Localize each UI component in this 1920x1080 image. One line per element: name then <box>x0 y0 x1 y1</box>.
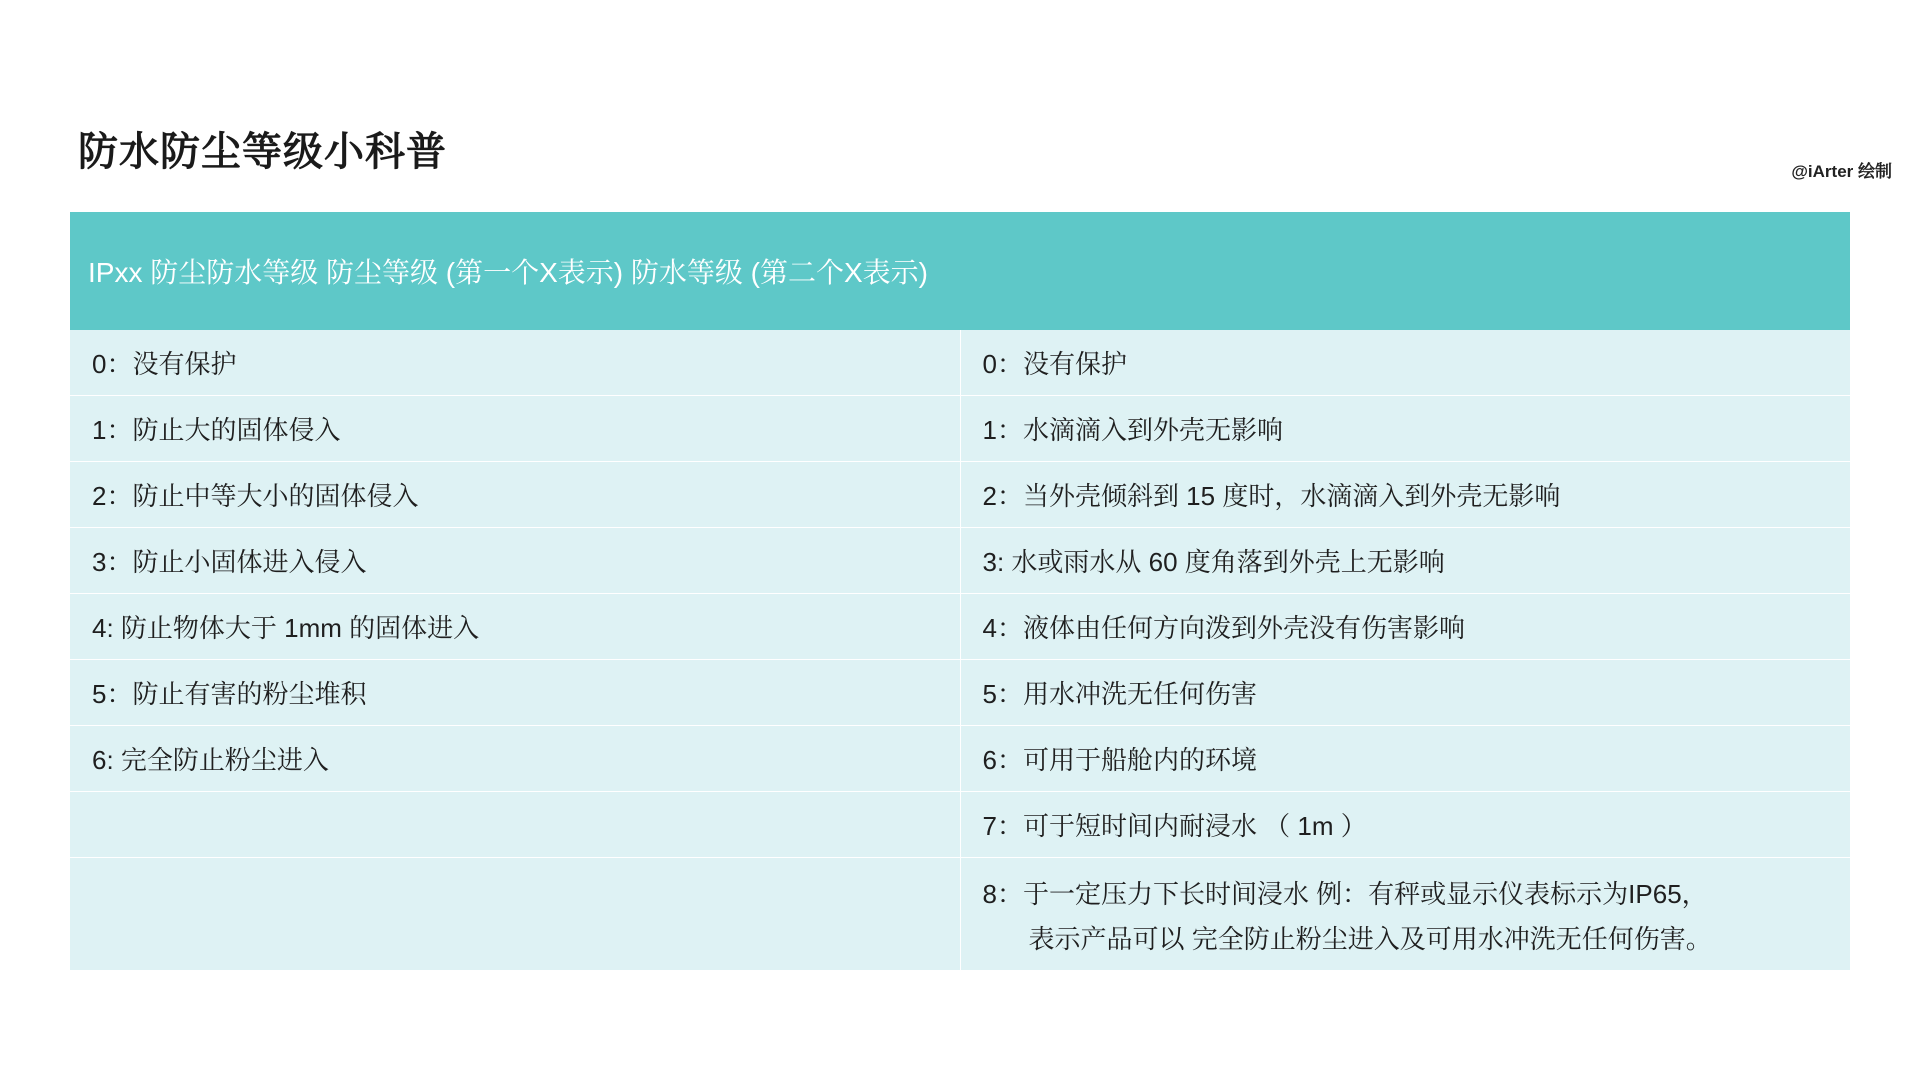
table-header-row <box>70 212 1850 330</box>
water-rating-cell: 7：可于短时间内耐浸水 （ 1m ） <box>960 792 1850 858</box>
table-header-cell: IPxx 防尘防水等级 防尘等级 (第一个X表示) 防水等级 (第二个X表示) <box>70 212 1850 330</box>
dust-rating-cell: 4: 防止物体大于 1mm 的固体进入 <box>70 594 960 660</box>
table-row <box>70 660 1850 726</box>
table-row <box>70 462 1850 528</box>
table-row <box>70 594 1850 660</box>
table-row <box>70 330 1850 396</box>
table-row <box>70 858 1850 971</box>
table-header <box>70 212 1850 330</box>
dust-rating-cell: 0：没有保护 <box>70 330 960 396</box>
water-rating-line1: 8：于一定压力下长时间浸水 例：有秤或显示仪表标示为IP65， <box>982 879 1708 909</box>
water-rating-cell: 3: 水或雨水从 60 度角落到外壳上无影响 <box>960 528 1850 594</box>
ip-rating-table <box>70 212 1850 970</box>
dust-rating-cell: 2：防止中等大小的固体侵入 <box>70 462 960 528</box>
water-rating-cell: 5：用水冲洗无任何伤害 <box>960 660 1850 726</box>
dust-rating-cell: 6: 完全防止粉尘进入 <box>70 726 960 792</box>
page-title: 防水防尘等级小科普 <box>78 130 447 174</box>
table-row <box>70 396 1850 462</box>
water-rating-cell: 4：液体由任何方向泼到外壳没有伤害影响 <box>960 594 1850 660</box>
dust-rating-cell: 1：防止大的固体侵入 <box>70 396 960 462</box>
credit-label: @iArter 绘制 <box>1791 162 1892 181</box>
water-rating-cell: 1：水滴滴入到外壳无影响 <box>960 396 1850 462</box>
water-rating-cell: 0：没有保护 <box>960 330 1850 396</box>
dust-rating-cell: 3：防止小固体进入侵入 <box>70 528 960 594</box>
table-row <box>70 792 1850 858</box>
water-rating-cell: 2：当外壳倾斜到 15 度时，水滴滴入到外壳无影响 <box>960 462 1850 528</box>
dust-rating-cell: 5：防止有害的粉尘堆积 <box>70 660 960 726</box>
table-row <box>70 726 1850 792</box>
dust-rating-cell-empty <box>70 792 960 858</box>
water-rating-cell: 6：可用于船舱内的环境 <box>960 726 1850 792</box>
dust-rating-cell-empty <box>70 858 960 971</box>
table-row <box>70 528 1850 594</box>
table-body <box>70 330 1850 970</box>
water-rating-line2: 表示产品可以 完全防止粉尘进入及可用水冲洗无任何伤害。 <box>1028 924 1712 954</box>
water-rating-cell <box>960 858 1850 971</box>
